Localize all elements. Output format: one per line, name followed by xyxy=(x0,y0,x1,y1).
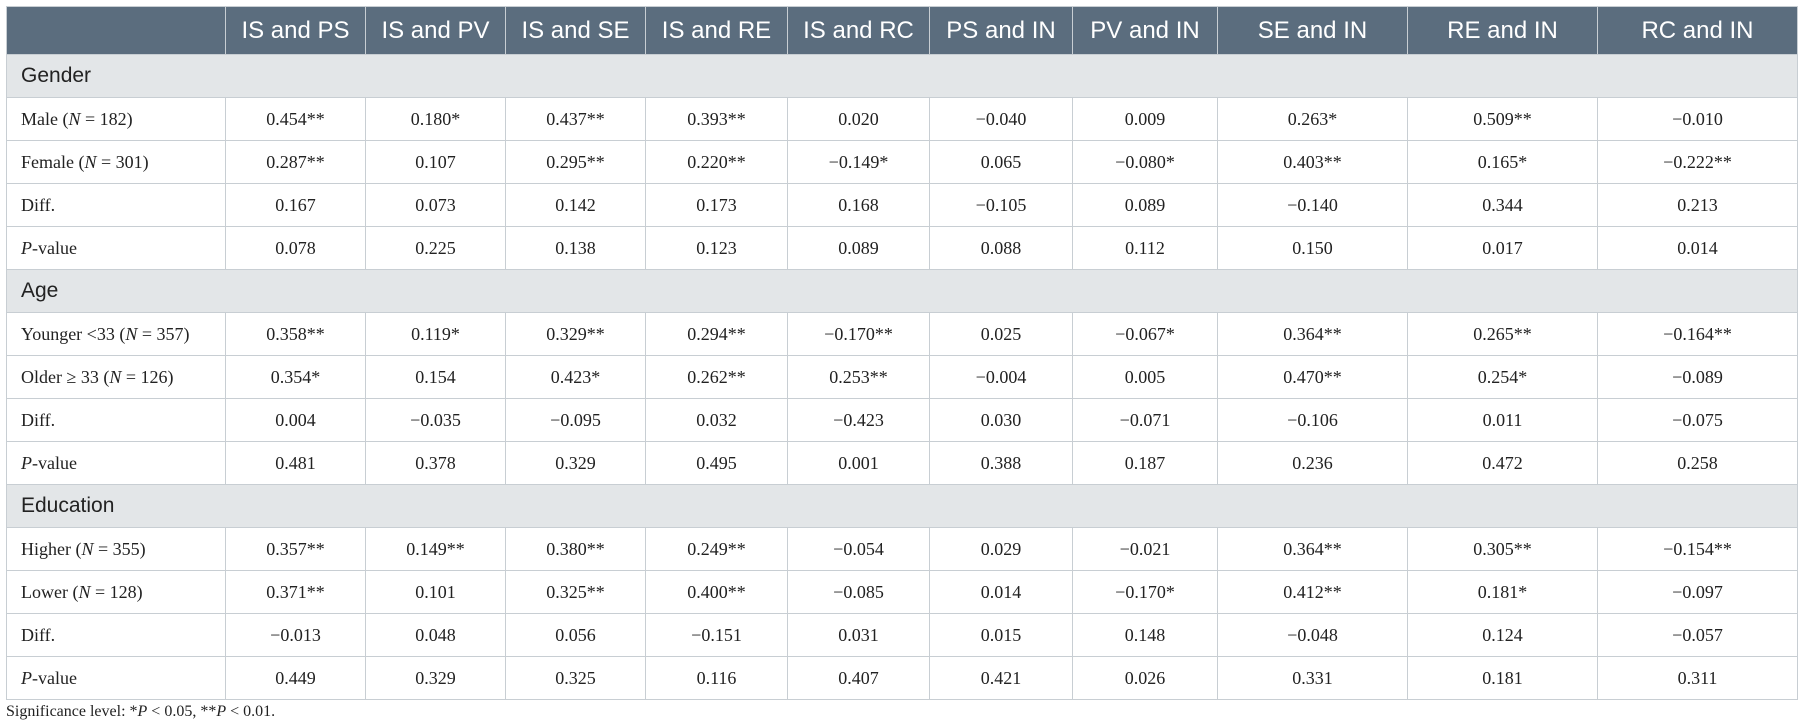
value-cell: 0.437** xyxy=(506,98,646,141)
value-cell: −0.089 xyxy=(1598,356,1798,399)
table-row xyxy=(7,184,1798,227)
value-cell: 0.168 xyxy=(788,184,930,227)
value-cell: 0.116 xyxy=(646,657,788,700)
value-cell: 0.142 xyxy=(506,184,646,227)
value-cell: 0.236 xyxy=(1218,442,1408,485)
row-label: Diff. xyxy=(7,184,226,227)
value-cell: 0.403** xyxy=(1218,141,1408,184)
row-label: Lower (N = 128) xyxy=(7,571,226,614)
header-cell: IS and RE xyxy=(646,7,788,55)
value-cell: 0.029 xyxy=(930,528,1073,571)
value-cell: 0.220** xyxy=(646,141,788,184)
value-cell: 0.150 xyxy=(1218,227,1408,270)
value-cell: 0.112 xyxy=(1073,227,1218,270)
value-cell: 0.031 xyxy=(788,614,930,657)
value-cell: 0.393** xyxy=(646,98,788,141)
value-cell: −0.057 xyxy=(1598,614,1798,657)
table-row xyxy=(7,399,1798,442)
group-title: Education xyxy=(7,485,1798,528)
value-cell: 0.181 xyxy=(1408,657,1598,700)
value-cell: 0.056 xyxy=(506,614,646,657)
value-cell: −0.154** xyxy=(1598,528,1798,571)
value-cell: −0.013 xyxy=(226,614,366,657)
header-cell: RC and IN xyxy=(1598,7,1798,55)
value-cell: 0.358** xyxy=(226,313,366,356)
value-cell: −0.106 xyxy=(1218,399,1408,442)
value-cell: 0.388 xyxy=(930,442,1073,485)
value-cell: −0.021 xyxy=(1073,528,1218,571)
value-cell: 0.138 xyxy=(506,227,646,270)
value-cell: 0.014 xyxy=(1598,227,1798,270)
value-cell: −0.097 xyxy=(1598,571,1798,614)
value-cell: 0.107 xyxy=(366,141,506,184)
value-cell: 0.454** xyxy=(226,98,366,141)
value-cell: −0.071 xyxy=(1073,399,1218,442)
value-cell: 0.380** xyxy=(506,528,646,571)
value-cell: 0.173 xyxy=(646,184,788,227)
value-cell: −0.040 xyxy=(930,98,1073,141)
value-cell: 0.364** xyxy=(1218,313,1408,356)
value-cell: −0.035 xyxy=(366,399,506,442)
value-cell: 0.180* xyxy=(366,98,506,141)
row-label: Younger <33 (N = 357) xyxy=(7,313,226,356)
row-label: Higher (N = 355) xyxy=(7,528,226,571)
table-row xyxy=(7,141,1798,184)
header-cell: SE and IN xyxy=(1218,7,1408,55)
value-cell: 0.123 xyxy=(646,227,788,270)
group-title: Gender xyxy=(7,55,1798,98)
value-cell: 0.354* xyxy=(226,356,366,399)
value-cell: −0.170** xyxy=(788,313,930,356)
row-label: Female (N = 301) xyxy=(7,141,226,184)
value-cell: −0.140 xyxy=(1218,184,1408,227)
value-cell: 0.005 xyxy=(1073,356,1218,399)
value-cell: 0.187 xyxy=(1073,442,1218,485)
value-cell: 0.181* xyxy=(1408,571,1598,614)
value-cell: −0.164** xyxy=(1598,313,1798,356)
value-cell: 0.149** xyxy=(366,528,506,571)
results-table xyxy=(6,6,1798,700)
value-cell: 0.287** xyxy=(226,141,366,184)
table-row xyxy=(7,614,1798,657)
table-row xyxy=(7,356,1798,399)
value-cell: 0.014 xyxy=(930,571,1073,614)
value-cell: 0.407 xyxy=(788,657,930,700)
header-cell-empty xyxy=(7,7,226,55)
value-cell: 0.017 xyxy=(1408,227,1598,270)
row-label: Older ≥ 33 (N = 126) xyxy=(7,356,226,399)
results-table-container xyxy=(6,6,1797,700)
table-row xyxy=(7,98,1798,141)
value-cell: −0.054 xyxy=(788,528,930,571)
value-cell: −0.085 xyxy=(788,571,930,614)
header-cell: PV and IN xyxy=(1073,7,1218,55)
value-cell: 0.009 xyxy=(1073,98,1218,141)
value-cell: 0.423* xyxy=(506,356,646,399)
table-row xyxy=(7,313,1798,356)
value-cell: 0.165* xyxy=(1408,141,1598,184)
value-cell: 0.357** xyxy=(226,528,366,571)
value-cell: 0.048 xyxy=(366,614,506,657)
value-cell: 0.295** xyxy=(506,141,646,184)
value-cell: 0.148 xyxy=(1073,614,1218,657)
value-cell: 0.265** xyxy=(1408,313,1598,356)
value-cell: 0.344 xyxy=(1408,184,1598,227)
value-cell: 0.412** xyxy=(1218,571,1408,614)
group-row xyxy=(7,55,1798,98)
value-cell: 0.329** xyxy=(506,313,646,356)
value-cell: −0.004 xyxy=(930,356,1073,399)
value-cell: −0.010 xyxy=(1598,98,1798,141)
value-cell: 0.032 xyxy=(646,399,788,442)
value-cell: 0.167 xyxy=(226,184,366,227)
value-cell: 0.119* xyxy=(366,313,506,356)
value-cell: −0.105 xyxy=(930,184,1073,227)
value-cell: 0.073 xyxy=(366,184,506,227)
value-cell: 0.495 xyxy=(646,442,788,485)
table-body xyxy=(7,55,1798,700)
value-cell: 0.378 xyxy=(366,442,506,485)
value-cell: −0.067* xyxy=(1073,313,1218,356)
value-cell: 0.258 xyxy=(1598,442,1798,485)
value-cell: 0.249** xyxy=(646,528,788,571)
value-cell: 0.065 xyxy=(930,141,1073,184)
value-cell: 0.213 xyxy=(1598,184,1798,227)
header-cell: IS and SE xyxy=(506,7,646,55)
value-cell: 0.325** xyxy=(506,571,646,614)
value-cell: 0.311 xyxy=(1598,657,1798,700)
value-cell: 0.004 xyxy=(226,399,366,442)
value-cell: −0.423 xyxy=(788,399,930,442)
table-row xyxy=(7,227,1798,270)
value-cell: 0.089 xyxy=(1073,184,1218,227)
value-cell: 0.015 xyxy=(930,614,1073,657)
value-cell: −0.080* xyxy=(1073,141,1218,184)
table-row xyxy=(7,657,1798,700)
value-cell: 0.472 xyxy=(1408,442,1598,485)
value-cell: 0.225 xyxy=(366,227,506,270)
value-cell: 0.262** xyxy=(646,356,788,399)
value-cell: 0.470** xyxy=(1218,356,1408,399)
value-cell: 0.101 xyxy=(366,571,506,614)
value-cell: 0.030 xyxy=(930,399,1073,442)
value-cell: 0.329 xyxy=(506,442,646,485)
row-label: P-value xyxy=(7,227,226,270)
header-cell: IS and PV xyxy=(366,7,506,55)
value-cell: −0.095 xyxy=(506,399,646,442)
value-cell: 0.020 xyxy=(788,98,930,141)
table-row xyxy=(7,528,1798,571)
group-title: Age xyxy=(7,270,1798,313)
table-row xyxy=(7,571,1798,614)
value-cell: 0.421 xyxy=(930,657,1073,700)
value-cell: 0.331 xyxy=(1218,657,1408,700)
value-cell: 0.026 xyxy=(1073,657,1218,700)
row-label: P-value xyxy=(7,442,226,485)
value-cell: 0.449 xyxy=(226,657,366,700)
value-cell: −0.151 xyxy=(646,614,788,657)
value-cell: −0.075 xyxy=(1598,399,1798,442)
row-label: P-value xyxy=(7,657,226,700)
value-cell: 0.371** xyxy=(226,571,366,614)
header-cell: PS and IN xyxy=(930,7,1073,55)
header-cell: RE and IN xyxy=(1408,7,1598,55)
value-cell: 0.263* xyxy=(1218,98,1408,141)
row-label: Diff. xyxy=(7,399,226,442)
value-cell: 0.078 xyxy=(226,227,366,270)
header-cell: IS and PS xyxy=(226,7,366,55)
significance-footnote: Significance level: *P < 0.05, **P < 0.01. xyxy=(6,703,276,720)
value-cell: 0.154 xyxy=(366,356,506,399)
group-row xyxy=(7,270,1798,313)
value-cell: 0.124 xyxy=(1408,614,1598,657)
value-cell: 0.088 xyxy=(930,227,1073,270)
row-label: Diff. xyxy=(7,614,226,657)
value-cell: 0.011 xyxy=(1408,399,1598,442)
header-cell: IS and RC xyxy=(788,7,930,55)
value-cell: 0.481 xyxy=(226,442,366,485)
value-cell: 0.254* xyxy=(1408,356,1598,399)
table-header xyxy=(7,7,1798,55)
row-label: Male (N = 182) xyxy=(7,98,226,141)
value-cell: −0.170* xyxy=(1073,571,1218,614)
table-row xyxy=(7,442,1798,485)
value-cell: 0.305** xyxy=(1408,528,1598,571)
value-cell: 0.025 xyxy=(930,313,1073,356)
value-cell: −0.222** xyxy=(1598,141,1798,184)
value-cell: 0.509** xyxy=(1408,98,1598,141)
value-cell: 0.329 xyxy=(366,657,506,700)
value-cell: 0.325 xyxy=(506,657,646,700)
header-row xyxy=(7,7,1798,55)
value-cell: 0.001 xyxy=(788,442,930,485)
value-cell: 0.364** xyxy=(1218,528,1408,571)
value-cell: 0.253** xyxy=(788,356,930,399)
value-cell: 0.294** xyxy=(646,313,788,356)
group-row xyxy=(7,485,1798,528)
value-cell: 0.400** xyxy=(646,571,788,614)
value-cell: −0.048 xyxy=(1218,614,1408,657)
value-cell: 0.089 xyxy=(788,227,930,270)
value-cell: −0.149* xyxy=(788,141,930,184)
